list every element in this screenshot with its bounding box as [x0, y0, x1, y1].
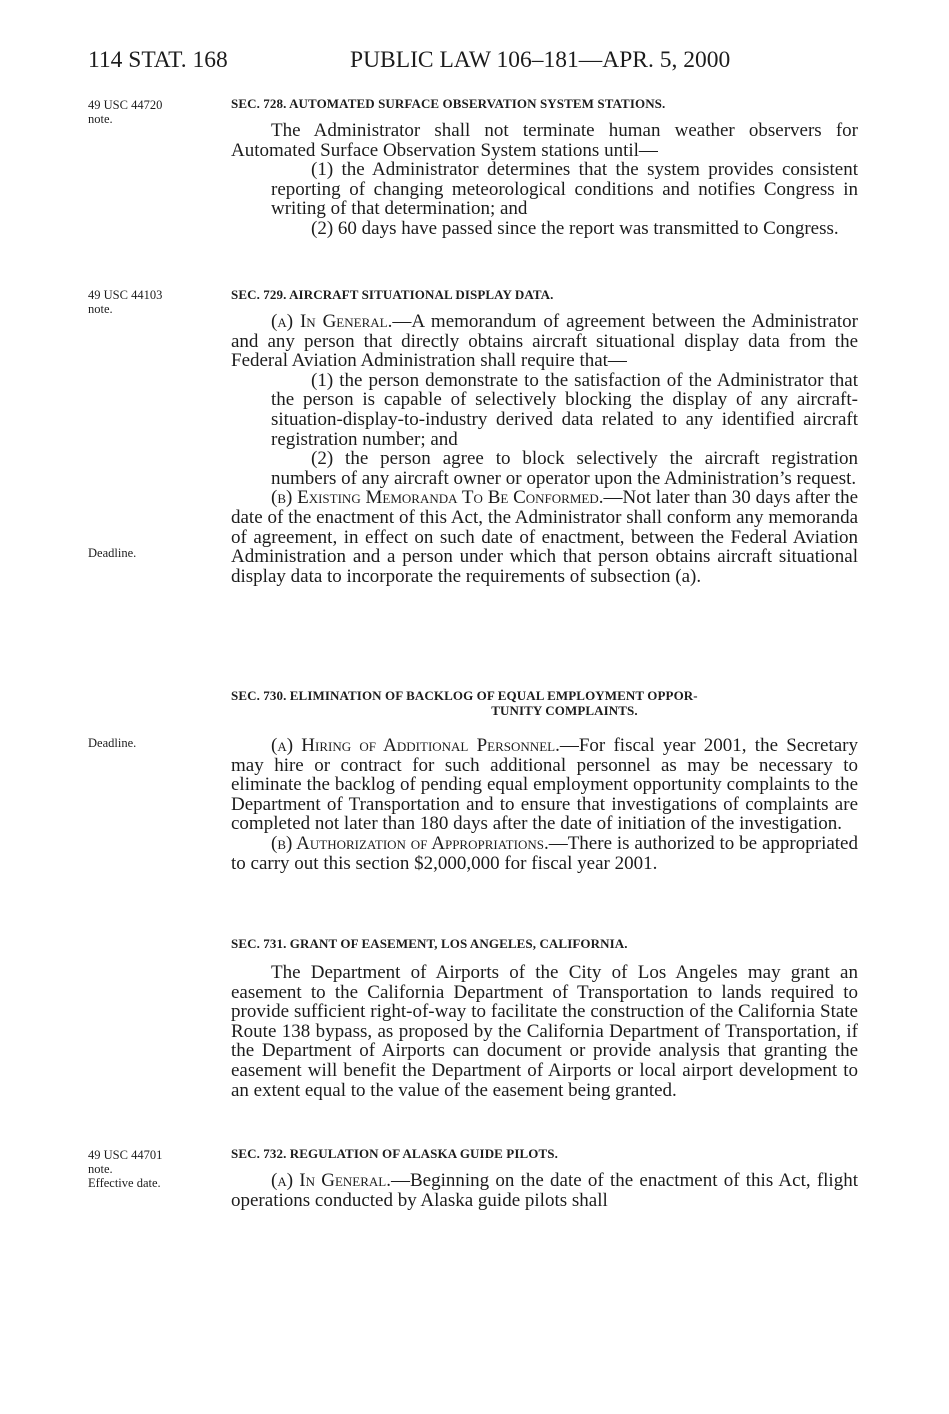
subsection-text: —Not later than 30 days after the date of the enactment of this Act, the Administrator shall conform any memoranda of agreement, in effect on such date of enactment, between the Federal Aviation Administration and a person under which that person obtains aircraft situational display data to incorporate the requirements of subsection (a).	[231, 487, 858, 587]
section-text: The Department of Airports of the City of Los Angeles may grant an easement to the California Department of Transportation to lands required to provide sufficient right-of-way to facilitate the construction of the California State Route 138 bypass, as proposed by the California Department of Transportation, if the Department of Airports can document or provide analysis that granting the easement will benefit the Department of Airports or local airport development to an extent equal to the value of the easement being granted.	[231, 962, 858, 1101]
subsection-a	[231, 1171, 858, 1210]
subsection-a	[231, 736, 858, 834]
margin-note-line: 49 USC 44701	[88, 1148, 163, 1162]
margin-note-usc-44103	[88, 288, 218, 316]
margin-note-usc-44720	[88, 98, 218, 126]
list-item: (2) 60 days have passed since the report was transmitted to Congress.	[311, 217, 839, 239]
subsection-label: (b) Existing Memoranda To Be Conformed.	[271, 487, 604, 509]
margin-note-line: Deadline.	[88, 546, 137, 560]
section-730	[231, 688, 858, 873]
margin-note-deadline	[88, 736, 218, 750]
subsection-text: —Beginning on the date of the enactment of this Act, flight operations conducted by Alaska guide pilots shall	[231, 1170, 858, 1211]
subsection-text: —There is authorized to be appropriated to carry out this section $2,000,000 for fiscal year 2001.	[231, 832, 858, 874]
subsection-b	[231, 834, 858, 873]
margin-note-usc-44701	[88, 1148, 218, 1190]
subsection-b	[231, 488, 858, 586]
section-intro: The Administrator shall not terminate human weather observers for Automated Surface Observation System stations until—	[231, 120, 858, 161]
list-item: (1) the Administrator determines that the system provides consistent reporting of changing meteorological conditions and notifies Congress in writing of that determination; and	[271, 159, 858, 220]
section-heading-line: TUNITY COMPLAINTS.	[491, 703, 638, 718]
section-heading: SEC. 728. AUTOMATED SURFACE OBSERVATION SYSTEM STATIONS.	[231, 96, 666, 111]
section-heading: SEC. 729. AIRCRAFT SITUATIONAL DISPLAY DATA.	[231, 287, 554, 302]
list-item: (1) the person demonstrate to the satisfaction of the Administrator that the person is capable of selectively blocking the display of any aircraft-situation-display-to-industry derived data related to any identified aircraft registration number; and	[271, 369, 858, 450]
section-731	[231, 936, 858, 1100]
margin-note-line: note.	[88, 112, 113, 126]
subsection-text: —A memorandum of agreement between the Administrator and any person that directly obtains aircraft situational display data from the Federal Aviation Administration shall require that—	[231, 311, 858, 372]
margin-note-deadline	[88, 546, 218, 560]
subsection-label: (a) Hiring of Additional Personnel.	[271, 735, 560, 756]
public-law-title: PUBLIC LAW 106–181—APR. 5, 2000	[350, 47, 731, 73]
stat-page-number: 114 STAT. 168	[88, 47, 228, 73]
section-732	[231, 1146, 858, 1210]
margin-note-line: Effective date.	[88, 1176, 161, 1190]
subsection-label: (a) In General.	[271, 311, 393, 332]
section-heading	[231, 688, 858, 718]
margin-note-line: Deadline.	[88, 736, 137, 750]
margin-note-line: note.	[88, 302, 113, 316]
list-item: (2) the person agree to block selectively the aircraft registration numbers of any aircraft owner or operator upon the Administration’s request.	[271, 448, 858, 489]
subsection-label: (a) In General.	[271, 1170, 391, 1191]
section-728	[231, 96, 858, 239]
subsection-label: (b) Authorization of Appropriations.	[271, 832, 549, 854]
margin-note-line: 49 USC 44720	[88, 98, 163, 112]
subsection-text: —For fiscal year 2001, the Secretary may hire or contract for such additional personnel as may be necessary to eliminate the backlog of pending equal employment opportunity complaints to the Department of Transportation and to ensure that investigations of complaints are completed not later than 180 days after the date of initiation of the investigation.	[231, 735, 858, 835]
margin-note-line: note.	[88, 1162, 113, 1176]
section-heading: SEC. 731. GRANT OF EASEMENT, LOS ANGELES, CALIFORNIA.	[231, 936, 628, 951]
margin-note-line: 49 USC 44103	[88, 288, 163, 302]
section-heading-line: SEC. 730. ELIMINATION OF BACKLOG OF EQUAL EMPLOYMENT OPPOR-	[231, 688, 698, 703]
subsection-a	[231, 312, 858, 371]
section-heading: SEC. 732. REGULATION OF ALASKA GUIDE PILOTS.	[231, 1146, 558, 1161]
section-729	[231, 287, 858, 586]
